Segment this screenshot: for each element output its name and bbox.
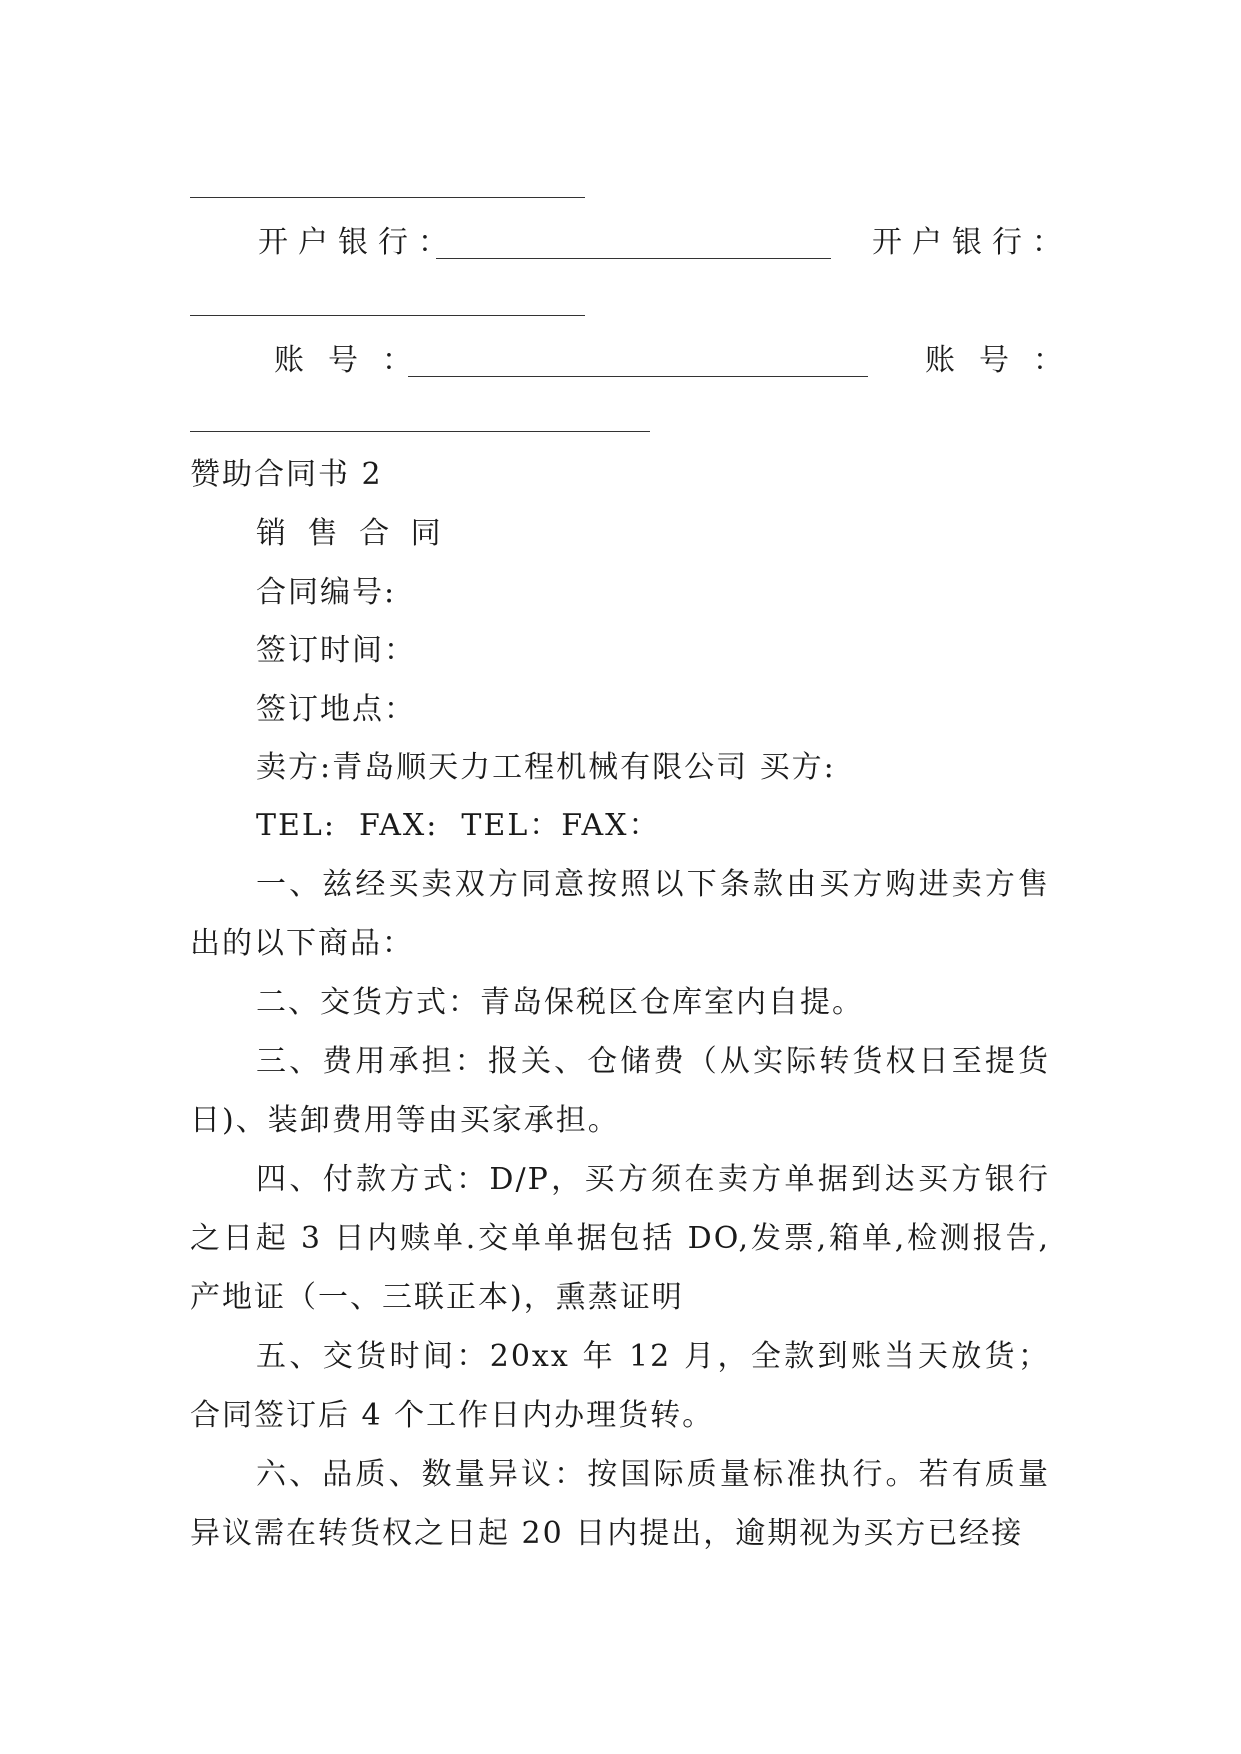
account-label-left: 账号：	[274, 343, 436, 378]
bank-blank-left[interactable]	[436, 258, 831, 259]
clause-1: 一、兹经买卖双方同意按照以下条款由买方购进卖方售出的以下商品：	[190, 867, 1050, 961]
tel-fax-line: TEL: FAX: TEL：FAX：	[256, 808, 661, 843]
blank-line	[190, 197, 585, 198]
parties-line: 卖方:青岛顺天力工程机械有限公司 买方:	[256, 750, 836, 785]
bank-label-left: 开户银行：	[258, 225, 458, 260]
sign-time-label: 签订时间：	[256, 633, 416, 668]
account-blank-left[interactable]	[408, 376, 868, 377]
clause-2: 二、交货方式：青岛保税区仓库室内自提。	[256, 985, 864, 1020]
bank-blank-right[interactable]	[190, 315, 585, 316]
document-title: 赞助合同书 2	[190, 457, 383, 492]
clause-4: 四、付款方式：D/P，买方须在卖方单据到达买方银行之日起 3 日内赎单.交单单据包括 DO,发票,箱单,检测报告,产地证（一、三联正本)，熏蒸证明	[190, 1162, 1050, 1315]
clause-5: 五、交货时间：20xx 年 12 月，全款到账当天放货；合同签订后 4 个工作日内办理货转。	[190, 1339, 1050, 1433]
contract-number-label: 合同编号:	[256, 575, 397, 610]
account-label-right: 账号：	[925, 343, 1087, 378]
clause-3: 三、费用承担：报关、仓储费（从实际转货权日至提货日)、装卸费用等由买家承担。	[190, 1044, 1050, 1138]
sign-place-label: 签订地点：	[256, 692, 416, 727]
bank-label-right: 开户银行：	[872, 225, 1072, 260]
contract-heading: 销 售 合 同	[256, 516, 447, 551]
account-blank-right[interactable]	[190, 431, 650, 432]
clause-6: 六、品质、数量异议：按国际质量标准执行。若有质量异议需在转货权之日起 20 日内提出，逾期视为买方已经接	[190, 1457, 1050, 1551]
